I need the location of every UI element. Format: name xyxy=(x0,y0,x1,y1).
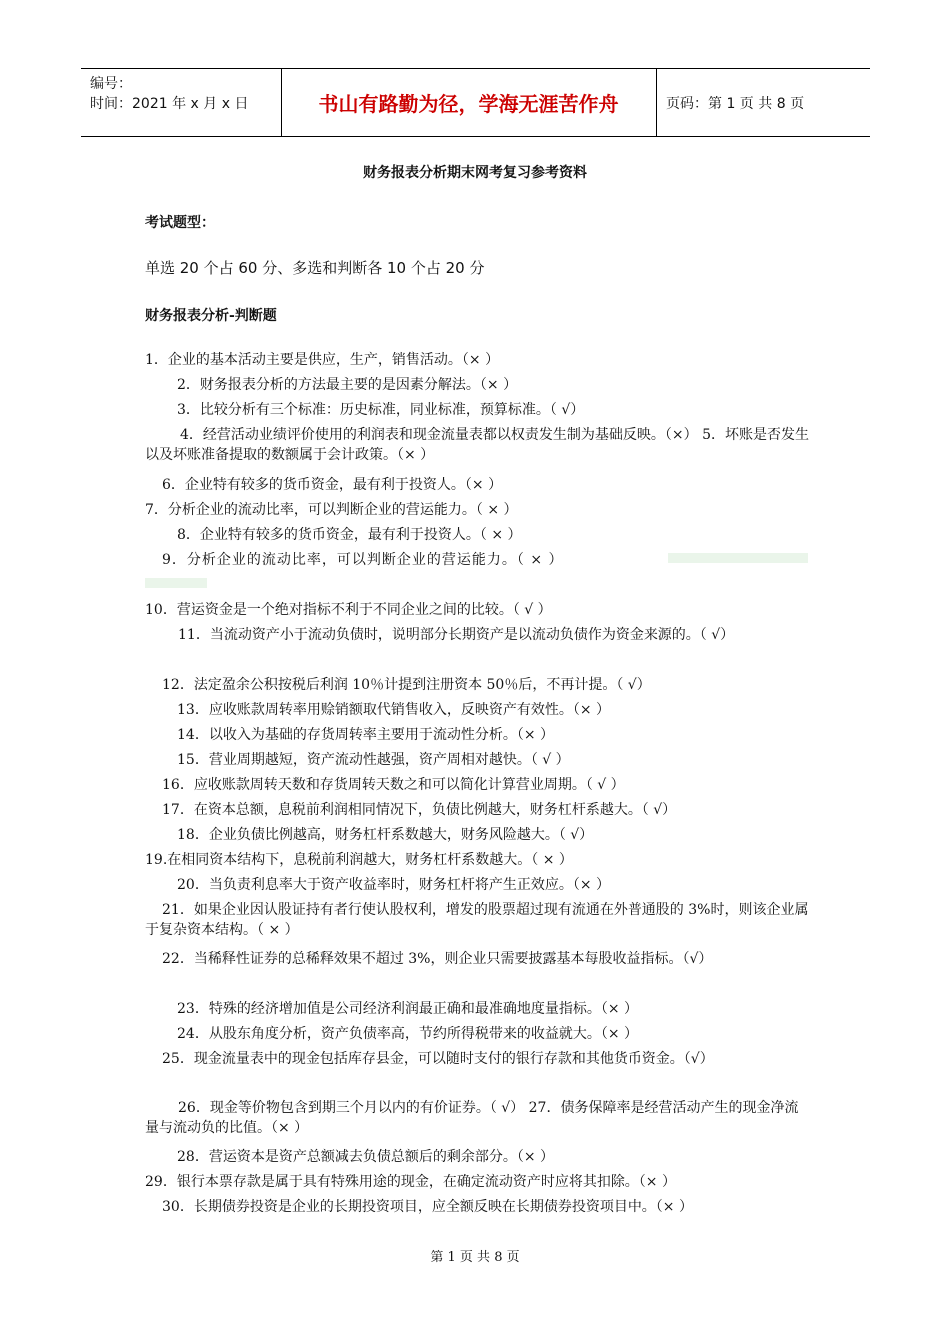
faint-watermark xyxy=(145,578,207,588)
question-item: 6．企业特有较多的货币资金，最有利于投资人。（× ） xyxy=(162,477,503,493)
header-meta xyxy=(90,74,248,114)
question-item: 11．当流动资产小于流动负债时，说明部分长期资产是以流动负债作为资金来源的。（ √） xyxy=(178,627,735,643)
question-item: 12．法定盈余公积按税后利润 10％计提到注册资本 50％后，不再计提。（ √） xyxy=(162,677,651,693)
question-item: 9．分析企业的流动比率，可以判断企业的营运能力。（ × ） xyxy=(162,552,564,568)
question-item: 30．长期债券投资是企业的长期投资项目，应全额反映在长期债券投资项目中。（× ） xyxy=(162,1199,693,1215)
document-title: 财务报表分析期末网考复习参考资料 xyxy=(363,165,587,181)
question-item: 20．当负责利息率大于资产收益率时，财务杠杆将产生正效应。（× ） xyxy=(177,877,610,893)
question-item: 2．财务报表分析的方法最主要的是因素分解法。（× ） xyxy=(177,377,518,393)
date-label: 时间：2021 年 x 月 x 日 xyxy=(90,96,249,112)
question-item: 29．银行本票存款是属于具有特殊用途的现金，在确定流动资产时应将其扣除。（× ） xyxy=(145,1174,676,1190)
document-header xyxy=(81,68,870,137)
question-item: 17．在资本总额，息税前利润相同情况下，负债比例越大，财务杠杆系越大。（ √） xyxy=(162,802,677,818)
exam-type-text: 单选 20 个占 60 分、多选和判断各 10 个占 20 分 xyxy=(145,259,485,277)
question-item: 14．以收入为基础的存货周转率主要用于流动性分析。（× ） xyxy=(177,727,554,743)
header-motto: 书山有路勤为径，学海无涯苦作舟 xyxy=(318,92,619,116)
question-item: 1．企业的基本活动主要是供应，生产，销售活动。（× ） xyxy=(145,352,500,368)
exam-type-heading: 考试题型： xyxy=(145,215,215,231)
question-item: 4．经营活动业绩评价使用的利润表和现金流量表都以权责发生制为基础反映。（×） 5．坏账是否发生以及坏账准备提取的数额属于会计政策。（× ） xyxy=(145,427,809,463)
question-item: 18．企业负债比例越高，财务杠杆系数越大，财务风险越大。（ √） xyxy=(177,827,594,843)
page-footer: 第 1 页 共 8 页 xyxy=(430,1250,520,1265)
section-heading: 财务报表分析-判断题 xyxy=(145,308,277,324)
question-item: 15．营业周期越短，资产流动性越强，资产周相对越快。（ √ ） xyxy=(177,752,570,768)
question-item: 28．营运资本是资产总额减去负债总额后的剩余部分。（× ） xyxy=(177,1149,554,1165)
question-item: 7．分析企业的流动比率，可以判断企业的营运能力。（ × ） xyxy=(145,502,518,518)
number-label: 编号： xyxy=(90,76,132,92)
question-item: 19.在相同资本结构下，息税前利润越大，财务杠杆系数越大。（ × ） xyxy=(145,852,573,868)
question-item: 25．现金流量表中的现金包括库存县金，可以随时支付的银行存款和其他货币资金。（√） xyxy=(162,1051,714,1067)
question-item: 10．营运资金是一个绝对指标不利于不同企业之间的比较。（ √ ） xyxy=(145,602,552,618)
question-item: 16．应收账款周转天数和存货周转天数之和可以简化计算营业周期。（ √ ） xyxy=(162,777,625,793)
question-item: 23．特殊的经济增加值是公司经济利润最正确和最准确地度量指标。（× ） xyxy=(177,1001,638,1017)
question-item: 21．如果企业因认股证持有者行使认股权利，增发的股票超过现有流通在外普通股的 3%时，则该企业属于复杂资本结构。（ × ） xyxy=(145,902,809,938)
question-item: 26．现金等价物包含到期三个月以内的有价证券。（ √） 27．债务保障率是经营活动产生的现金净流量与流动负的比值。（× ） xyxy=(145,1100,799,1136)
header-divider-right xyxy=(656,69,657,136)
header-page-info: 页码：第 1 页 共 8 页 xyxy=(666,95,805,112)
question-item: 13．应收账款周转率用赊销额取代销售收入，反映资产有效性。（× ） xyxy=(177,702,610,718)
question-item: 8．企业特有较多的货币资金，最有利于投资人。（ × ） xyxy=(177,527,522,543)
faint-watermark xyxy=(668,553,808,563)
question-item: 3．比较分析有三个标准：历史标准，同业标准，预算标准。（ √） xyxy=(177,402,585,418)
question-item: 24．从股东角度分析，资产负债率高，节约所得税带来的收益就大。（× ） xyxy=(177,1026,638,1042)
question-item: 22．当稀释性证券的总稀释效果不超过 3%，则企业只需要披露基本每股收益指标。（√） xyxy=(162,951,713,967)
